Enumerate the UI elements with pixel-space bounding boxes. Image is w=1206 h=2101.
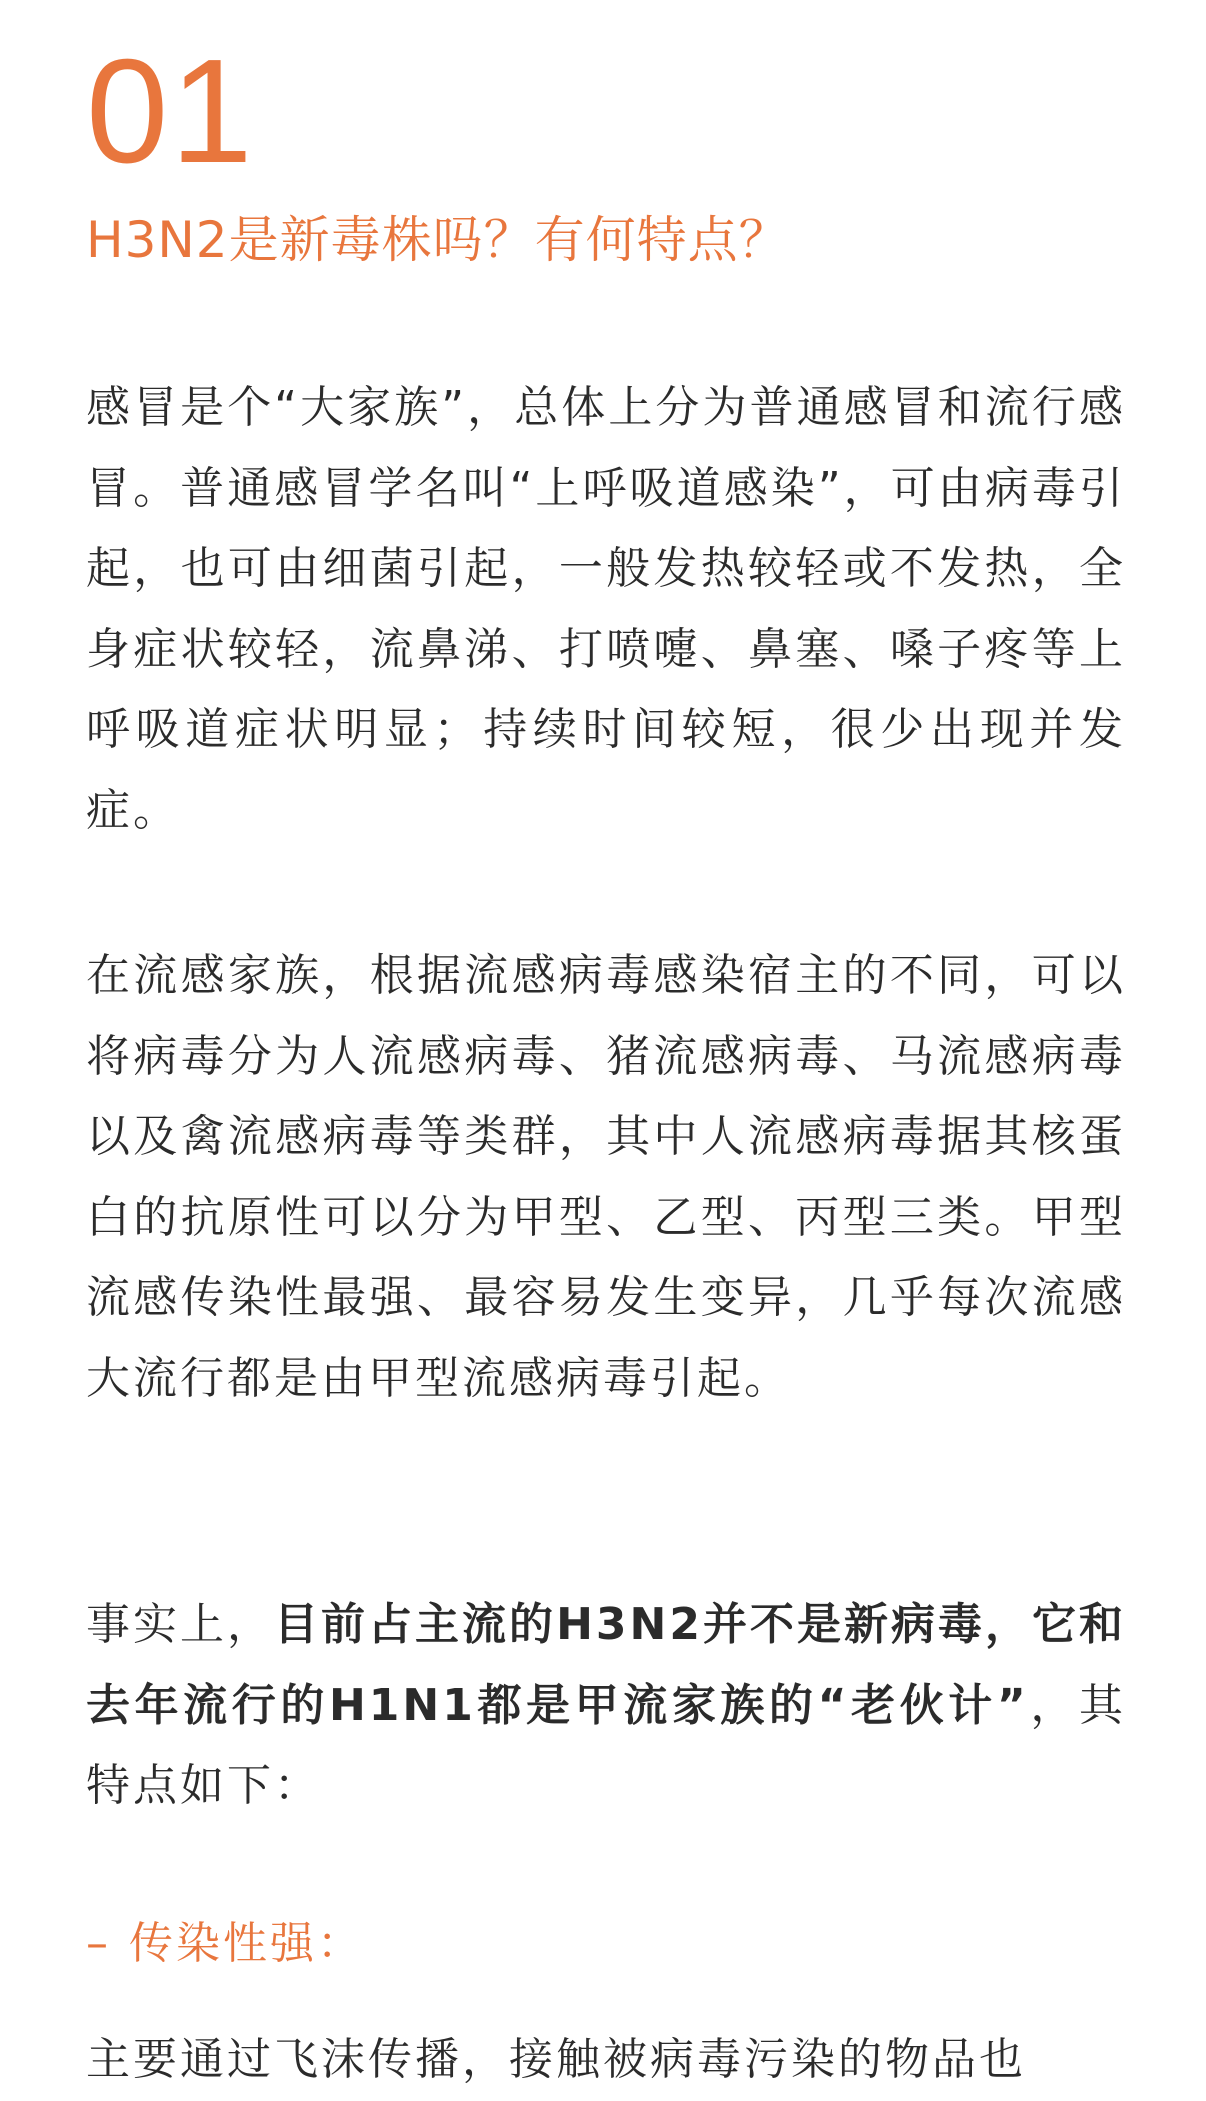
paragraph-transmission: 主要通过飞沫传播，接触被病毒污染的物品也 <box>86 2034 1026 2085</box>
paragraph-flu-family: 在流感家族，根据流感病毒感染宿主的不同，可以将病毒分为人流感病毒、猪流感病毒、马流感病毒以及禽流感病毒等类群，其中人流感病毒据其核蛋白的抗原性可以分为甲型、乙型、丙型三类。甲型流感传染性最强、最容易发生变异，几乎每次流感大流行都是由甲型流感病毒引起。 <box>86 950 1126 1404</box>
paragraph-h3n2-lead: 事实上， <box>86 1599 275 1650</box>
section-title: H3N2是新毒株吗？有何特点？ <box>86 211 790 269</box>
section-number: 01 <box>86 29 255 194</box>
bullet-dash: – <box>86 1918 111 1969</box>
paragraph-h3n2-tail: ，其特点如下： <box>86 1679 1126 1811</box>
paragraph-common-cold: 感冒是个“大家族”，总体上分为普通感冒和流行感冒。普通感冒学名叫“上呼吸道感染”，可由病毒引起，也可由细菌引起，一般发热较轻或不发热，全身症状较轻，流鼻涕、打喷嚏、鼻塞、嗓子疼等上呼吸道症状明显；持续时间较短，很少出现并发症。 <box>86 382 1126 836</box>
paragraph-h3n2-fact <box>86 1585 1126 1827</box>
bullet-heading-label: 传染性强： <box>129 1918 364 1969</box>
bullet-heading-contagious <box>86 1912 364 1976</box>
paragraph-h3n2-bold: 目前占主流的H3N2并不是新病毒，它和去年流行的H1N1都是甲流家族的“老伙计” <box>86 1599 1126 1731</box>
